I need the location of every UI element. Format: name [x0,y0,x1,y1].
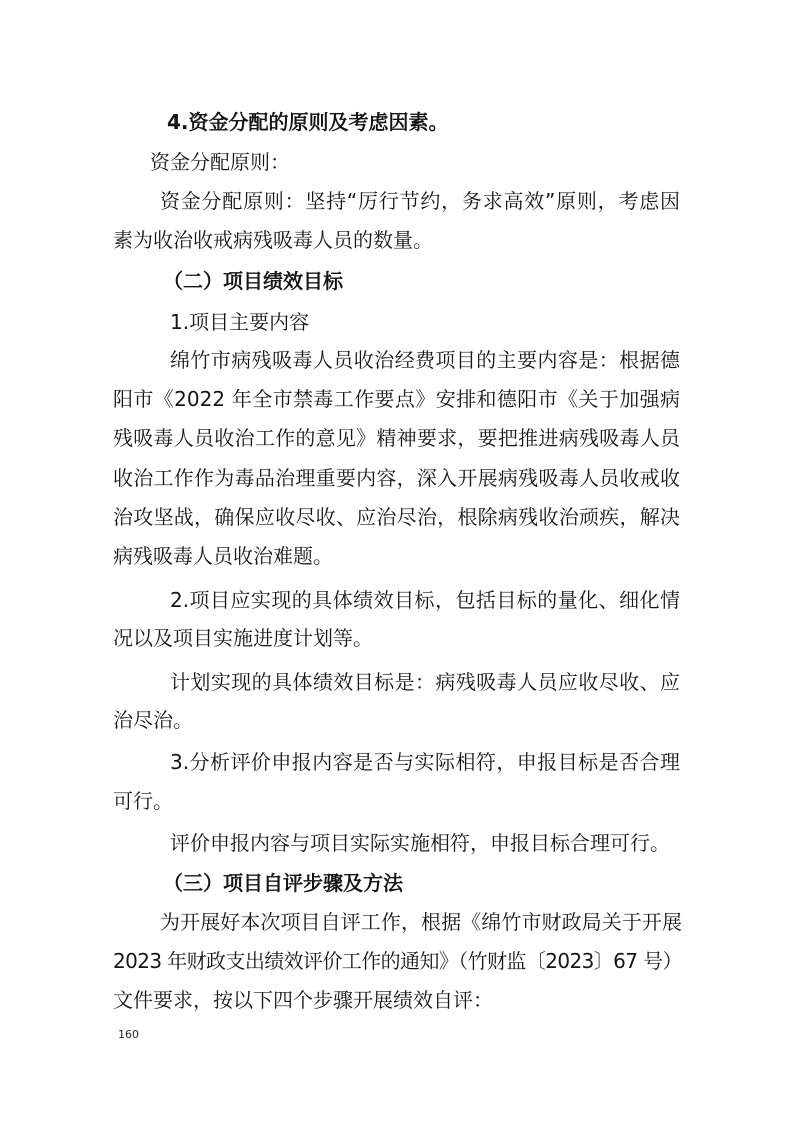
body-line: 阳市《2022 年全市禁毒工作要点》安排和德阳市《关于加强病 [113,387,680,411]
subheading-main-content: 1.项目主要内容 [170,310,310,334]
page-number: 160 [118,1028,139,1041]
body-line: 收治工作作为毒品治理重要内容，深入开展病残吸毒人员收戒收 [113,466,680,490]
body-line: 评价申报内容与项目实际实施相符，申报目标合理可行。 [170,831,670,855]
subheading-specific-goals: 2.项目应实现的具体绩效目标，包括目标的量化、细化情 [170,588,680,612]
body-line: 素为收治收戒病残吸毒人员的数量。 [113,228,433,252]
body-line: 资金分配原则：坚持“厉行节约，务求高效”原则，考虑因 [160,189,680,213]
subheading-evaluation: 3.分析评价申报内容是否与实际相符，申报目标是否合理 [170,750,680,774]
body-line: 绵竹市病残吸毒人员收治经费项目的主要内容是：根据德 [170,348,680,372]
section-heading-fund-allocation: 4.资金分配的原则及考虑因素。 [167,110,449,134]
body-line: 况以及项目实施进度计划等。 [113,626,373,650]
body-line: 可行。 [113,789,173,813]
body-line: 资金分配原则： [150,150,290,174]
body-line: 2023 年财政支出绩效评价工作的通知》（竹财监〔2023〕67 号） [113,949,682,973]
body-line: 治尽治。 [113,708,193,732]
body-line: 文件要求，按以下四个步骤开展绩效自评： [113,988,493,1012]
section-heading-performance-goals: （二）项目绩效目标 [163,269,343,293]
body-line: 为开展好本次项目自评工作，根据《绵竹市财政局关于开展 [160,910,682,934]
body-line: 计划实现的具体绩效目标是：病残吸毒人员应收尽收、应 [170,670,680,694]
body-line: 病残吸毒人员收治难题。 [113,544,333,568]
body-line: 治攻坚战，确保应收尽收、应治尽治，根除病残收治顽疾，解决 [113,505,680,529]
section-heading-self-evaluation-steps: （三）项目自评步骤及方法 [163,871,403,895]
body-line: 残吸毒人员收治工作的意见》精神要求，要把推进病残吸毒人员 [113,426,680,450]
